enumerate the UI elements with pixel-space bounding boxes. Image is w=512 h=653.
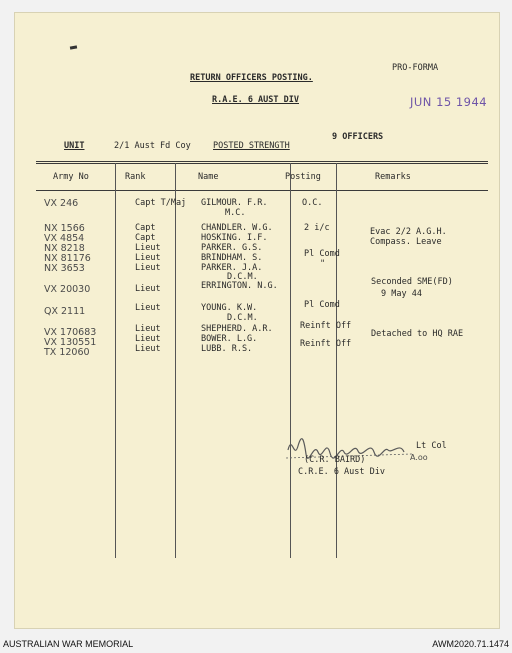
table-top-rule-2: [36, 163, 488, 164]
table-cell-name: CHANDLER. W.G.: [201, 223, 273, 233]
col-header-remarks: Remarks: [375, 172, 411, 182]
table-cell-posting: O.C.: [302, 198, 323, 208]
table-cell-rank: Lieut: [135, 344, 161, 354]
table-cell-name: ERRINGTON. N.G.: [201, 281, 278, 291]
table-cell-name: GILMOUR. F.R.: [201, 198, 268, 208]
date-stamp: JUN 15 1944: [410, 95, 488, 109]
document-subtitle: R.A.E. 6 AUST DIV: [212, 95, 299, 105]
table-cell-posting: ": [320, 259, 326, 269]
table-cell-name-award: D.C.M.: [227, 272, 258, 282]
table-cell-army-no: NX 3653: [44, 263, 85, 274]
table-cell-rank: Capt: [135, 233, 156, 243]
table-cell-name-award: M.C.: [225, 208, 246, 218]
table-cell-name-award: D.C.M.: [227, 313, 258, 323]
table-cell-army-no: VX 130551: [44, 337, 97, 348]
table-cell-posting: Pl Comd: [304, 249, 340, 259]
table-top-rule: [36, 161, 488, 162]
col-header-name: Name: [198, 172, 219, 182]
table-cell-posting: Reinft Off: [300, 321, 352, 331]
table-cell-army-no: VX 4854: [44, 233, 85, 244]
table-cell-rank: Capt T/Maj: [135, 198, 187, 208]
pro-forma-label: PRO-FORMA: [392, 63, 439, 73]
table-cell-rank: Lieut: [135, 303, 161, 313]
signature-rank: Lt Col: [416, 441, 447, 451]
table-cell-name: YOUNG. K.W.: [201, 303, 258, 313]
punch-mark: [70, 45, 77, 49]
table-cell-name: BOWER. L.G.: [201, 334, 258, 344]
col-divider: [336, 163, 337, 558]
posted-strength-value: 9 OFFICERS: [332, 132, 384, 142]
table-cell-army-no: QX 2111: [44, 306, 86, 317]
col-header-army-no: Army No: [53, 172, 89, 182]
table-cell-rank: Lieut: [135, 243, 161, 253]
col-header-rank: Rank: [125, 172, 146, 182]
document-title: RETURN OFFICERS POSTING.: [190, 73, 313, 83]
unit-label: UNIT: [64, 141, 85, 151]
table-cell-name: BRINDHAM. S.: [201, 253, 263, 263]
table-cell-name: HOSKING. I.F.: [201, 233, 268, 243]
col-header-posting: Posting: [285, 172, 321, 182]
document-page: [14, 12, 500, 629]
table-cell-army-no: NX 8218: [44, 243, 85, 254]
posted-strength-label: POSTED STRENGTH: [213, 141, 290, 151]
table-cell-army-no: VX 20030: [44, 284, 91, 295]
col-divider: [175, 163, 176, 558]
signatory-title: C.R.E. 6 Aust Div: [298, 467, 385, 477]
unit-name: 2/1 Aust Fd Coy: [114, 141, 191, 151]
table-cell-name: SHEPHERD. A.R.: [201, 324, 273, 334]
table-header-rule: [36, 190, 488, 191]
table-cell-remarks: Evac 2/2 A.G.H.: [370, 227, 447, 237]
table-cell-remarks: Compass. Leave: [370, 237, 442, 247]
footer-archive-name: AUSTRALIAN WAR MEMORIAL: [3, 639, 134, 649]
table-cell-army-no: VX 170683: [44, 327, 97, 338]
signatory-name: (C.R. BAIRD): [304, 455, 366, 465]
table-cell-posting: Reinft Off: [300, 339, 352, 349]
col-divider: [290, 163, 291, 558]
table-cell-name: LUBB. R.S.: [201, 344, 253, 354]
table-cell-rank: Capt: [135, 223, 156, 233]
signature-note: A.oo: [410, 453, 428, 462]
table-cell-rank: Lieut: [135, 324, 161, 334]
footer-item-id: AWM2020.71.1474: [432, 639, 509, 649]
table-cell-army-no: NX 1566: [44, 223, 85, 234]
table-cell-remarks-date: 9 May 44: [381, 289, 422, 299]
col-divider: [115, 163, 116, 558]
table-cell-rank: Lieut: [135, 334, 161, 344]
table-cell-posting: Pl Comd: [304, 300, 340, 310]
table-cell-rank: Lieut: [135, 263, 161, 273]
table-cell-remarks: Seconded SME(FD): [371, 277, 453, 287]
table-cell-army-no: NX 81176: [44, 253, 91, 264]
table-cell-army-no: VX 246: [44, 198, 79, 209]
table-cell-name: PARKER. G.S.: [201, 243, 263, 253]
table-cell-posting: 2 i/c: [304, 223, 330, 233]
table-cell-rank: Lieut: [135, 284, 161, 294]
table-cell-army-no: TX 12060: [44, 347, 90, 358]
table-cell-remarks: Detached to HQ RAE: [371, 329, 464, 339]
table-cell-rank: Lieut: [135, 253, 161, 263]
table-cell-name: PARKER. J.A.: [201, 263, 263, 273]
